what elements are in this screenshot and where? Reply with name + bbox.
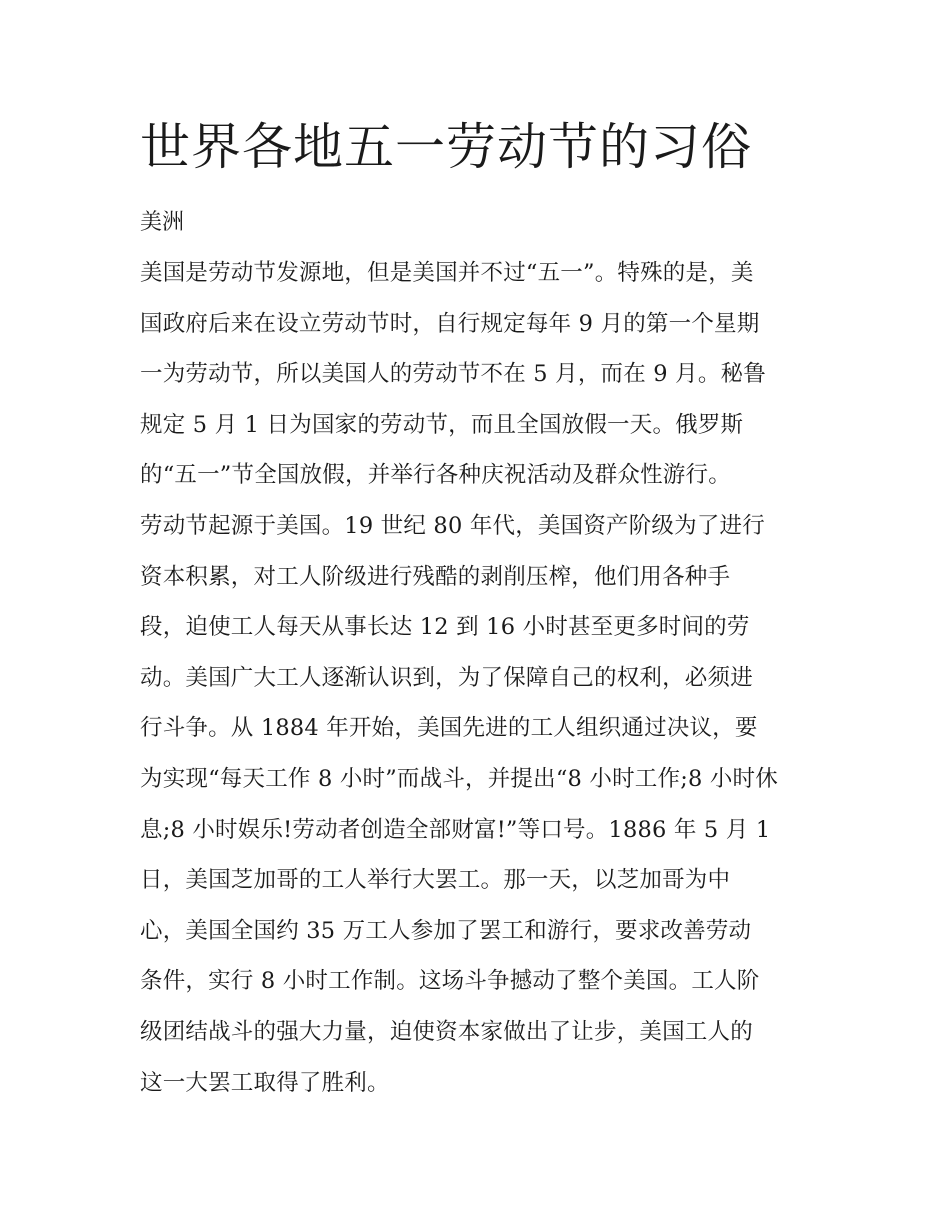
text-line: 息;8 小时娱乐!劳动者创造全部财富!”等口号。1886 年 5 月 1 [140,816,771,843]
text-line: 段，迫使工人每天从事长达 12 到 16 小时甚至更多时间的劳 [140,614,750,641]
text-line: 日，美国芝加哥的工人举行大罢工。那一天，以芝加哥为中 [140,867,731,894]
text-line: 行斗争。从 1884 年开始，美国先进的工人组织通过决议，要 [140,715,758,742]
text-line: 一为劳动节，所以美国人的劳动节不在 5 月，而在 9 月。秘鲁 [140,361,766,388]
text-line: 级团结战斗的强大力量，迫使资本家做出了让步，美国工人的 [140,1018,753,1045]
text-line: 动。美国广大工人逐渐认识到，为了保障自己的权利，必须进 [140,664,753,691]
body-text [140,255,820,1115]
text-line: 劳动节起源于美国。19 世纪 80 年代，美国资产阶级为了进行 [140,512,765,539]
document-title: 世界各地五一劳动节的习俗 [140,118,752,176]
section-heading: 美洲 [140,210,185,235]
text-line: 的“五一”节全国放假，并举行各种庆祝活动及群众性游行。 [140,462,731,489]
text-line: 美国是劳动节发源地，但是美国并不过“五一”。特殊的是，美 [140,260,754,286]
text-line: 为实现“每天工作 8 小时”而战斗，并提出“8 小时工作;8 小时休 [140,765,778,792]
text-line: 心，美国全国约 35 万工人参加了罢工和游行，要求改善劳动 [140,917,752,944]
text-line: 这一大罢工取得了胜利。 [140,1069,390,1096]
text-line: 条件，实行 8 小时工作制。这场斗争撼动了整个美国。工人阶 [140,968,760,995]
text-line: 规定 5 月 1 日为国家的劳动节，而且全国放假一天。俄罗斯 [140,411,744,438]
text-line: 资本积累，对工人阶级进行残酷的剥削压榨，他们用各种手 [140,563,731,590]
text-line: 国政府后来在设立劳动节时，自行规定每年 9 月的第一个星期 [140,310,760,337]
